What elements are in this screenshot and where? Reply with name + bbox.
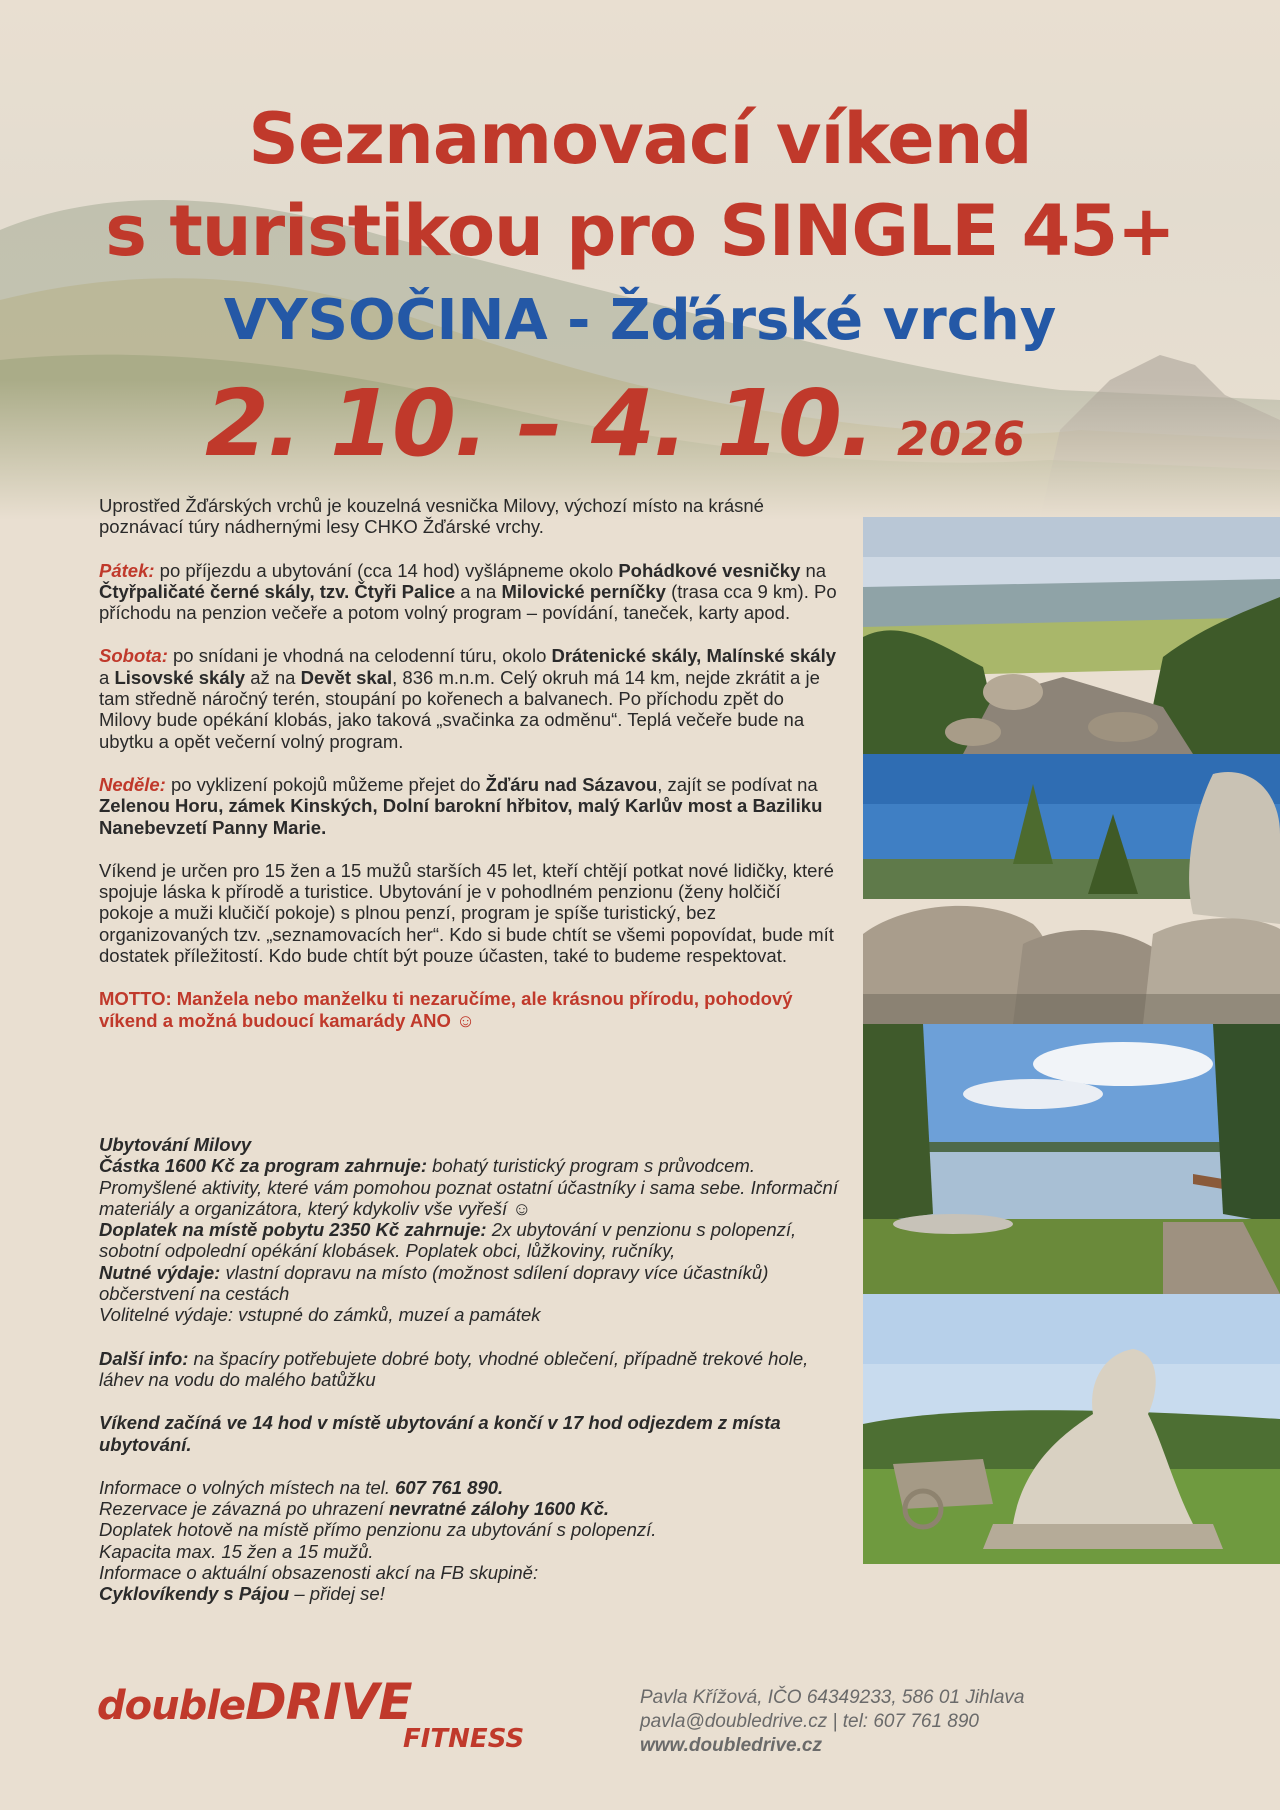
price-text: bohatý turistický program s průvodcem. Promyšlené aktivity, které vám pomohou poznat ostatní účastníky i sama sebe. Informační materiály a organizátora, který kdykoliv vše vyřeší ☺ [99,1155,838,1219]
payment-text: Doplatek hotově na místě přímo penzionu za ubytování s polopenzí. [99,1519,657,1541]
reservation-text: Rezervace je závazná po uhrazení [99,1498,390,1520]
motto: MOTTO: Manžela nebo manželku ti nezaručíme, ale krásnou přírodu, pohodový víkend a možná budoucí kamarády ANO ☺ [99,988,793,1031]
friday-text: a na [455,580,502,602]
extra-payment-text: 2x ubytování v penzionu s polopenzí, sobotní odpolední opékání klobásek. Poplatek obci, lůžkoviny, ručníky, [99,1219,797,1262]
price-label: Částka 1600 Kč za program zahrnuje: [99,1155,427,1177]
friday-label: Pátek: [99,559,155,581]
saturday-place: Devět skal [300,666,393,688]
sunday-text: , zajít se podívat na [657,773,818,795]
friday-text: (trasa cca 9 km). Po příchodu na penzion večeře a potom volný program – povídání, taneček, karty apod. [99,580,837,624]
saturday-text: , 836 m.n.m. Celý okruh má 14 km, nejde zkrátit a je tam středně náročný terén, stoupání po kořenech a balvanech. Po příchodu zpět do Milovy bude opékání klobás, jako taková „svačinka za odměnu“. Teplá večeře bude na ubytku a opět večerní volný program. [99,666,820,752]
schedule [99,1412,849,1455]
contact-website[interactable]: www.doubledrive.cz [640,1735,822,1756]
title-line-1: Seznamovací víkend [248,98,1032,180]
event-year: 2026 [897,412,1026,466]
sunday-place: Žďáru nad Sázavou [485,773,658,795]
saturday-paragraph [99,645,839,751]
costs-line-2: občerstvení na cestách [99,1283,290,1305]
phone-text: Informace o volných místech na tel. [99,1476,396,1498]
logo-fitness: FITNESS [403,1724,525,1754]
panorama-rocks-photo [863,517,1280,754]
friday-text: na [800,559,827,581]
saturday-place: Lisovské skály [114,666,246,688]
fb-suffix: – přidej se! [289,1583,385,1605]
saturday-text: po snídani je vhodná na celodenní túru, okolo [167,645,552,667]
contact-address: Pavla Křížová, IČO 64349233, 586 01 Jihlava [640,1687,1025,1708]
forest-boulders-photo [863,754,1280,1024]
contact-info [640,1686,1024,1758]
about-paragraph: Víkend je určen pro 15 žen a 15 mužů starších 45 let, kteří chtějí potkat nové lidičky, které spojuje láska k přírodě a turistice. Ubytování je v pohodlném penzionu (ženy holčičí pokoje a muži klučičí pokoje) s plnou penzí, program je spíše turistický, bez organizovaných tzv. „seznamovacích her“. Kdo si bude chtít se všemi popovídat, bude mít dostatek příležitostí. Kdo bude chtít být pouze účasten, také to budeme respektovat. [99,859,834,967]
doubledrive-logo [97,1673,525,1754]
reservation-deposit: nevratné zálohy 1600 Kč. [389,1498,610,1520]
friday-place: Milovické perníčky [501,580,666,602]
logo-word-double: double [97,1683,246,1729]
sunday-text: po vyklizení pokojů můžeme přejet do [165,773,486,795]
extra-payment-label: Doplatek na místě pobytu 2350 Kč zahrnuje: [99,1219,487,1241]
costs-text: vlastní dopravu na místo (možnost sdílení dopravy více účastníků) [220,1261,769,1283]
friday-text: po příjezdu a ubytování (cca 14 hod) vyšlápneme okolo [154,559,619,581]
intro-paragraph: Uprostřed Žďárských vrchů je kouzelná vesnička Milovy, výchozí místo na krásné poznávací túry nádhernými lesy CHKO Žďárské vrchy. [99,495,764,538]
photo-column [863,517,1280,1564]
saturday-place: Drátenické skály, Malínské skály [551,645,837,667]
optional-costs: Volitelné výdaje: vstupné do zámků, muzeí a památek [99,1304,541,1326]
saturday-text: až na [245,666,301,688]
date-range: 2. 10. – 4. 10. [205,370,873,477]
booking-info [99,1477,849,1605]
horse-sculpture-photo [863,1294,1280,1564]
saturday-label: Sobota: [99,645,168,667]
more-info-label: Další info: [99,1347,189,1369]
title-line-2: s turistikou pro SINGLE 45+ [105,190,1175,272]
costs-label: Nutné výdaje: [99,1261,221,1283]
logo-word-drive: DRIVE [245,1673,412,1731]
friday-place: Čtyřpaličaté černé skály, tzv. Čtyři Palice [99,580,456,602]
saturday-text: a [99,666,115,688]
sunday-paragraph [99,774,839,838]
schedule-text: Víkend začíná ve 14 hod v místě ubytování a končí v 17 hod odjezdem z místa ubytování. [99,1412,781,1455]
sunday-place: Zelenou Horu, zámek Kinských, Dolní barokní hřbitov, malý Karlův most a Baziliku Nanebevzetí Panny Marie. [99,795,823,838]
contact-email-phone: pavla@doubledrive.cz | tel: 607 761 890 [640,1711,980,1732]
event-dates [205,370,1025,477]
sunday-label: Neděle: [99,773,166,795]
practical-info [99,1134,849,1627]
fb-group-name: Cyklovíkendy s Pájou [99,1583,290,1605]
accommodation-heading: Ubytování Milovy [99,1134,252,1155]
friday-paragraph [99,560,839,624]
fb-text: Informace o aktuální obsazenosti akcí na FB skupině: [99,1562,539,1584]
capacity-text: Kapacita max. 15 žen a 15 mužů. [99,1540,374,1562]
region-heading: VYSOČINA - Žďárské vrchy [223,288,1057,353]
more-info-text: na špacíry potřebujete dobré boty, vhodné oblečení, případně trekové hole, láhev na vodu do malého batůžku [99,1347,809,1390]
more-info [99,1348,849,1391]
program-description [99,495,839,1053]
friday-place: Pohádkové vesničky [618,559,801,581]
lake-photo [863,1024,1280,1294]
pricing-section [99,1134,849,1326]
phone-number: 607 761 890. [395,1476,504,1498]
